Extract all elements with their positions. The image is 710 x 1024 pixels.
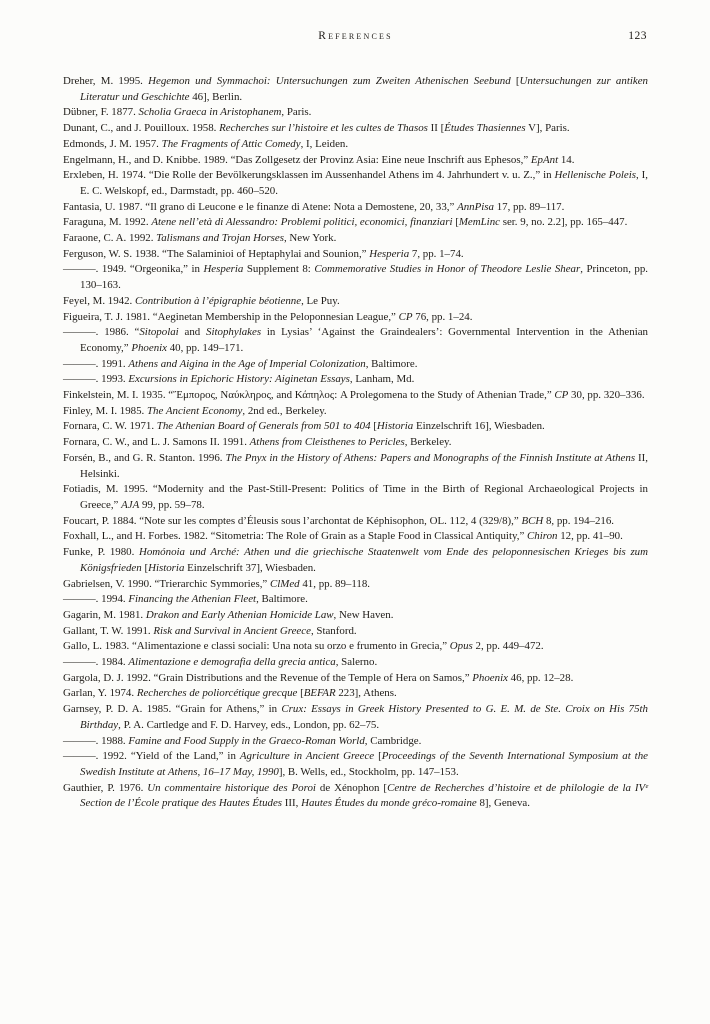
entry-text: Finley, M. I. 1985. [63,404,147,417]
entry-text: Foxhall, L., and H. Forbes. 1982. “Sitometria: The Role of Grain as a Staple Food in Classical Antiquity,” [63,530,527,543]
entry-text: Dreher, M. 1995. [63,75,149,87]
entry-italic-text: Hellenische Poleis [554,169,637,182]
reference-entry [63,734,648,750]
entry-text: 12, pp. 41–90. [557,530,623,543]
entry-italic-text: The Pnyx in the History of Athens: Papers and Monographs of the Finnish Institute at Athens [225,451,636,464]
entry-text: in Lysias’ ‘Against the Graindealers’: Governmental Intervention in the Athenian Economy,” [80,326,649,354]
entry-italic-text: Alimentazione e demografia della grecia antica [128,656,336,669]
entry-text: 30, pp. 320–336. [568,389,645,402]
entry-text: Faraone, C. A. 1992. [63,232,157,245]
entry-italic-text: AJA [121,498,140,511]
entry-text: , Cambridge. [364,734,422,747]
entry-italic-text: Hesperia [203,263,244,276]
reference-entry [63,655,648,671]
entry-text: [ [141,561,149,574]
entry-italic-text: Recherches sur l’histoire et les cultes de Thasos [219,122,428,135]
entry-text: de Xénophon [ [315,781,388,794]
entry-text: Supplement 8: [243,263,315,276]
entry-text: ———. 1992. “Yield of the Land,” in [63,750,240,763]
entry-text: Gagarin, M. 1981. [63,608,146,621]
entry-italic-text: Sitopolai [139,326,179,339]
entry-italic-text: Historia [376,420,414,433]
entry-text: , Baltimore. [365,357,418,370]
entry-text: Garlan, Y. 1974. [63,687,137,700]
entry-text: II, Helsinki. [80,451,648,480]
reference-entry [63,404,648,420]
entry-italic-text: Atene nell’età di Alessandro: Problemi politici, economici, finanziari [151,216,453,229]
reference-entry [63,749,648,780]
entry-italic-text: Athens and Aigina in the Age of Imperial Colonization [128,357,366,370]
entry-text: Forsén, B., and G. R. Stanton. 1996. [63,451,226,464]
entry-text: Einzelschrift 37], Wiesbaden. [184,561,316,574]
entry-text: Dübner, F. 1877. [63,106,139,119]
entry-italic-text: BCH [521,514,544,527]
entry-italic-text: Études Thasiennes [444,122,526,135]
entry-text: [ [370,420,377,433]
entry-text: Faraguna, M. 1992. [63,216,152,229]
entry-italic-text: Untersuchungen zur antiken Literatur und Geschichte [80,75,648,103]
entry-text: 223], Athens. [335,687,397,700]
entry-italic-text: Chiron [527,530,558,543]
reference-entry [63,686,648,702]
entry-text: [ [452,216,459,229]
entry-italic-text: Financing the Athenian Fleet [128,593,257,606]
entry-text: and [178,326,207,339]
entry-text: [ [510,75,520,87]
reference-entry [63,514,648,530]
entry-text: ———. 1993. [63,373,129,386]
reference-entry [63,310,648,326]
reference-entry [63,435,648,451]
entry-italic-text: Phoenix [131,341,167,354]
entry-italic-text: Proceedings of the Seventh International Symposium at the Swedish Institute at Athens, 16–17 May, 1990 [80,750,648,778]
entry-italic-text: Risk and Survival in Ancient Greece [153,624,311,637]
entry-text: ———. 1994. [63,593,129,606]
entry-italic-text: Hegemon und Symmachoi: Untersuchungen zum Zweiten Athenischen Seebund [148,75,511,87]
entry-text: ———. 1984. [63,656,129,669]
entry-text: 46], Berlin. [189,90,243,103]
reference-entry [63,247,648,263]
entry-text: Gargola, D. J. 1992. “Grain Distributions and the Revenue of the Temple of Hera on Samos,” [63,671,473,684]
entry-italic-text: Agriculture in Ancient Greece [239,750,375,763]
entry-italic-text: Opus [449,640,473,653]
reference-entry [63,529,648,545]
entry-text: ———. 1988. [63,734,129,747]
entry-text: Gabrielsen, V. 1990. “Trierarchic Symmories,” [63,577,270,590]
entry-italic-text: Contribution à l’épigraphie béotienne [135,294,302,307]
entry-italic-text: Sitophylakes [206,326,262,339]
entry-italic-text: MemLinc [458,216,500,229]
reference-entry [63,215,648,231]
entry-text: Ferguson, W. S. 1938. “The Salaminioi of Heptaphylai and Sounion,” [63,247,370,260]
entry-italic-text: The Ancient Economy [147,404,243,417]
entry-italic-text: Scholia Graeca in Aristophanem [138,106,282,119]
entry-text: 7, pp. 1–74. [409,247,464,260]
entry-text: 8], Geneva. [476,797,530,810]
entry-text: , I, E. C. Welskopf, ed., Darmstadt, pp. 460–520. [80,169,649,197]
entry-text: II [ [427,122,445,135]
entry-text: , Baltimore. [256,593,308,606]
entry-text: 76, pp. 1–24. [412,310,473,323]
entry-text: , Princeton, pp. 130–163. [80,263,649,292]
reference-entry [63,231,648,247]
entry-text: [ [374,750,382,763]
reference-entry [63,357,648,373]
entry-text: , P. A. Cartledge and F. D. Harvey, eds., London, pp. 62–75. [118,718,380,731]
entry-text: Gauthier, P. 1976. [63,781,148,794]
reference-entry [63,121,648,137]
entry-text: Funke, P. 1980. [63,546,139,559]
reference-entry [63,482,648,513]
entry-italic-text: Centre de Recherches d’histoire et de philologie de la IVᵉ Section de l’École pratique des Hautes Études [80,781,648,810]
entry-text: III, [282,797,302,810]
entry-italic-text: Homónoia und Arché: Athen und die griechische Staatenwelt vom Ende des peloponnesischen Krieges bis zum Königsfrieden [80,546,648,574]
entry-text: ], B. Wells, ed., Stockholm, pp. 147–153. [278,765,459,778]
entry-text: Erxleben, H. 1974. “Die Rolle der Bevölkerungsklassen im Aussenhandel Athens im 4. Jahrhundert v. u. Z.,” in [63,169,555,182]
entry-italic-text: Talismans and Trojan Horses [156,232,284,245]
entry-text: 99, pp. 59–78. [139,498,205,511]
reference-entry [63,592,648,608]
entry-italic-text: Athens from Cleisthenes to Pericles [249,436,405,449]
reference-entry [63,200,648,216]
reference-entry [63,451,648,482]
entry-text: 8, pp. 194–216. [543,514,615,527]
entry-italic-text: Historia [148,561,185,574]
reference-entry [63,262,648,293]
reference-entry [63,137,648,153]
entry-text: 14. [558,153,575,166]
reference-entry [63,781,648,812]
reference-entry [63,419,648,435]
entry-text: , Le Puy. [301,294,340,307]
entry-text: Gallo, L. 1983. “Alimentazione e classi sociali: Una nota su orzo e frumento in Grecia,” [63,640,450,653]
reference-entry [63,294,648,310]
entry-italic-text: Famine and Food Supply in the Graeco-Roman World [128,734,365,747]
entry-text: Fotiadis, M. 1995. “Modernity and the Past-Still-Present: Politics of Time in the Birth of Regional Archaeological Projects in Greece,” [63,483,648,511]
entry-text: ———. 1949. “Orgeonika,” in [63,263,204,276]
reference-entry [63,671,648,687]
page-header [63,30,648,45]
entry-italic-text: AnnPisa [457,200,494,213]
reference-entry [63,639,648,655]
entry-text: V], Paris. [525,122,570,135]
reference-entry [63,168,648,199]
entry-text: 2, pp. 449–472. [472,640,544,653]
entry-text: , Paris. [281,106,312,119]
entry-text: , I, Leiden. [300,137,349,150]
entry-italic-text: BEFAR [303,687,336,700]
entry-text: Feyel, M. 1942. [63,294,135,307]
entry-text: Edmonds, J. M. 1957. [63,137,162,150]
entry-text: Figueira, T. J. 1981. “Aeginetan Membership in the Peloponnesian League,” [63,310,399,323]
entry-text: Gallant, T. W. 1991. [63,624,154,637]
entry-text: , New York. [283,232,337,245]
entry-text: Einzelschrift 16], Wiesbaden. [413,420,545,433]
references-list [63,74,648,812]
entry-text: , Berkeley. [404,436,452,449]
entry-italic-text: Commemorative Studies in Honor of Theodore Leslie Shear [314,263,581,276]
reference-entry [63,545,648,576]
page-number: 123 [628,30,647,42]
entry-text: Garnsey, P. D. A. 1985. “Grain for Athens,” in [63,703,282,716]
entry-text: [ [297,687,304,700]
entry-italic-text: EpAnt [530,153,559,166]
entry-italic-text: Hautes Études du monde gréco-romaine [301,797,477,810]
entry-text: Fornara, C. W. 1971. [63,420,157,433]
entry-italic-text: CP [398,310,413,323]
entry-text: , Stanford. [310,624,357,637]
entry-text: Engelmann, H., and D. Knibbe. 1989. “Das Zollgesetz der Provinz Asia: Eine neue Inschrift aus Ephesos,” [63,153,531,166]
entry-text: ser. 9, no. 2.2], pp. 165–447. [499,216,628,229]
reference-entry [63,577,648,593]
entry-text: Foucart, P. 1884. “Note sur les comptes d’Éleusis sous l’archontat de Képhisophon, OL. 112, 4 (329/8),” [63,514,522,527]
reference-entry [63,325,648,356]
entry-text: 17, pp. 89–117. [493,200,565,213]
entry-text: 40, pp. 149–171. [167,341,244,354]
entry-text: ———. 1986. “ [63,326,140,339]
entry-italic-text: Recherches de poliorcétique grecque [136,687,298,700]
entry-text: , Lanham, Md. [349,373,415,386]
entry-italic-text: Crux: Essays in Greek History Presented to G. E. M. de Ste. Croix on His 75th Birthday [80,703,648,731]
entry-text: 46, pp. 12–28. [507,671,574,684]
entry-italic-text: Excursions in Epichoric History: Aiginetan Essays [128,373,350,386]
entry-italic-text: Un commentaire historique des Poroi [147,781,316,794]
reference-entry [63,608,648,624]
entry-text: , 2nd ed., Berkeley. [242,404,327,417]
entry-text: ———. 1991. [63,357,129,370]
reference-entry [63,105,648,121]
entry-italic-text: Drakon and Early Athenian Homicide Law [145,608,334,621]
entry-italic-text: Phoenix [472,671,508,684]
entry-italic-text: Hesperia [369,247,410,260]
reference-entry [63,624,648,640]
header-title: References [318,30,393,42]
entry-italic-text: The Athenian Board of Generals from 501 to 404 [156,420,371,433]
reference-entry [63,702,648,733]
reference-entry [63,74,648,105]
entry-italic-text: CP [554,389,569,402]
entry-text: Dunant, C., and J. Pouilloux. 1958. [63,122,220,135]
entry-italic-text: The Fragments of Attic Comedy [161,137,301,150]
entry-text: , Salerno. [335,656,378,669]
reference-entry [63,153,648,169]
reference-entry [63,388,648,404]
entry-text: , New Haven. [333,608,394,621]
entry-text: Finkelstein, M. I. 1935. “Ἔμπορος, Ναύκληρος, and Κάπηλος: A Prolegomena to the Study of Athenian Trade,” [63,389,555,402]
entry-text: Fantasia, U. 1987. “Il grano di Leucone e le finanze di Atene: Nota a Demostene, 20, 33,” [63,200,458,213]
entry-text: Fornara, C. W., and L. J. Samons II. 1991. [63,436,250,449]
reference-entry [63,372,648,388]
entry-italic-text: ClMed [269,577,300,590]
entry-text: 41, pp. 89–118. [299,577,371,590]
